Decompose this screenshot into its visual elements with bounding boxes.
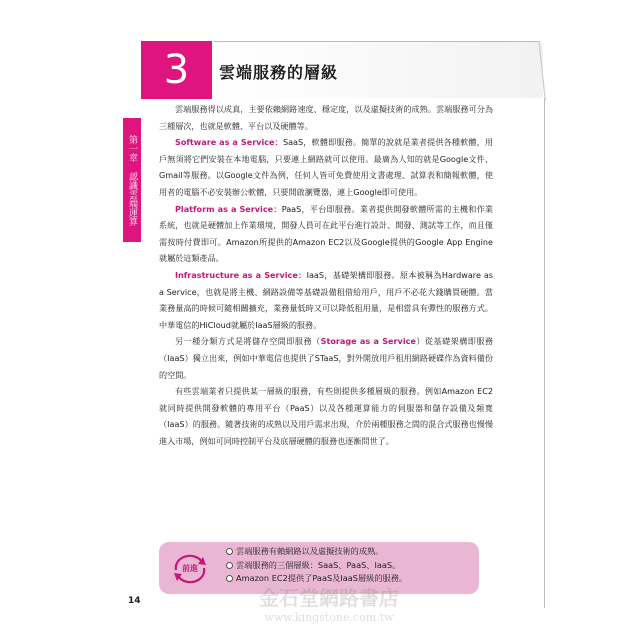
summary-list	[226, 545, 407, 586]
frame-top-rule	[214, 41, 539, 42]
summary-badge-label: 前進	[182, 564, 198, 573]
summary-item	[226, 545, 407, 559]
bullet-icon	[226, 548, 233, 555]
summary-item	[226, 559, 407, 573]
text-paas: PaaS，平台即服務。業者提供開發軟體所需的主機和作業系統，也就是硬體加上作業環境，開發人員可在此平台進行設計、開發、測試等工作，而且僅需按時付費即可。Amazon所提供的Amazon EC2以及Google提供的Google App Engine就屬於這類產品。	[159, 203, 494, 264]
paragraph-mixed: 有些雲端業者只提供某一層級的服務，有些則提供多種層級的服務。例如Amazon EC2就同時提供開發軟體的專用平台（PaaS）以及各種運算能力的伺服器和儲存設備及頻寬（IaaS）的服務。隨著技術的成熟以及用戶需求出現，介於兩種服務之間的混合式服務也慢慢進入市場，例如可同時控制平台及底層硬體的服務也逐漸問世了。	[159, 386, 493, 446]
text-staas-a: 另一種分類方式是將儲存空間即服務（	[175, 336, 321, 347]
summary-item-text: 雲端服務的三個層級：SaaS、PaaS、IaaS。	[236, 559, 401, 570]
text-iaas: IaaS，基礎架構即服務。原本被稱為Hardware as a Service，也就是將主機、網路設備等基礎設備租借給用戶，用戶不必花大錢購買硬體。當業務量高的時候可隨相關擴充，業務量低時又可以降低租用量，是相當具有彈性的服務方式。中華電信的HiCloud就屬於IaaS層級的服務。	[159, 269, 493, 330]
summary-item-text: Amazon EC2提供了PaaS及IaaS層級的服務。	[236, 573, 408, 583]
chapter-number: 3	[163, 47, 190, 93]
text-staas-b: ）從基礎架構即服務（IaaS）獨立出來，例如中華電信也提供了STaaS，對外開放用戶租用網路硬碟作為資料備份的空間。	[159, 336, 493, 380]
bullet-icon	[226, 562, 233, 569]
paragraph-staas	[159, 333, 493, 383]
term-saas: Software as a Service：	[175, 137, 283, 148]
term-paas: Platform as a Service：	[175, 203, 282, 214]
body-text	[159, 101, 493, 449]
chapter-title: 雲端服務的層級	[219, 63, 339, 82]
paragraph-saas	[159, 134, 493, 200]
paragraph-intro: 雲端服務得以成真，主要依賴網路速度、穩定度，以及虛擬技術的成熟。雲端服務可分為三種層次，也就是軟體、平台以及硬體等。	[159, 104, 493, 131]
side-chapter-tab: 第一章 認識雲端運算	[123, 118, 141, 242]
watermark-line1: 金石堂網路書店	[259, 586, 399, 610]
chapter-number-box	[141, 41, 212, 99]
bullet-icon	[226, 575, 233, 582]
term-staas: Storage as a Service	[320, 336, 416, 347]
paragraph-paas	[159, 201, 493, 267]
summary-item-text: 雲端服務有賴網路以及虛擬技術的成熟。	[236, 546, 384, 556]
summary-item	[226, 572, 407, 586]
folded-corner-icon	[518, 41, 558, 101]
text-saas: SaaS，軟體即服務。簡單的說就是業者提供各種軟體，用戶無須將它們安裝在本地電腦，只要連上網路就可以使用。最廣為人知的就是Google文件、Gmail等服務。以Google文件為例，任何人皆可免費使用文書處理、試算表和簡報軟體，使用者的電腦不必安裝辦公軟體，只要開啟瀏覽器，連上Google即可使用。	[159, 137, 494, 197]
watermark-line2: www.kingstone.com.tw	[264, 611, 394, 624]
watermark-logo	[229, 585, 429, 625]
frame-right-rule	[544, 98, 545, 608]
paragraph-iaas	[159, 267, 493, 333]
term-iaas: Infrastructure as a Service：	[175, 269, 307, 280]
page-number: 14	[128, 596, 141, 606]
